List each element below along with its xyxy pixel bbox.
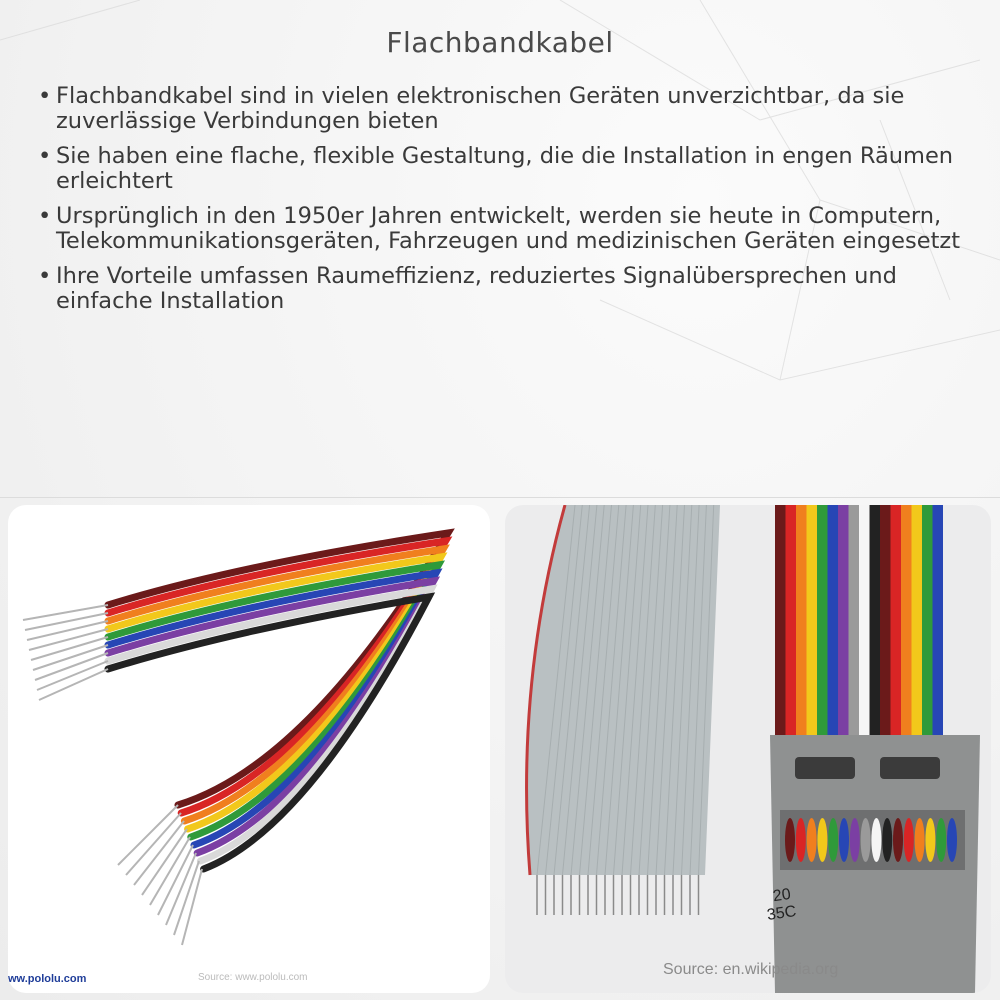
colored-strand — [807, 505, 818, 740]
bullet-list — [38, 84, 978, 324]
image-source-right: Source: en.wikipedia.org — [663, 961, 839, 978]
bullet-item — [38, 84, 978, 134]
page-title: Flachbandkabel — [386, 26, 614, 59]
pin-header — [27, 621, 108, 640]
image-source-left: Source: www.pololu.com — [198, 972, 308, 983]
colored-strand — [880, 505, 891, 740]
colored-strand — [838, 505, 849, 740]
connector-wire — [915, 818, 925, 862]
bullet-item — [38, 144, 978, 194]
colored-strand — [922, 505, 933, 740]
bullet-text: Ursprünglich in den 1950er Jahren entwickelt, werden sie heute in Computern, Telekommunikationsgeräten, Fahrzeugen und medizinischen Geräten eingesetzt — [56, 203, 961, 254]
connector-slot — [880, 757, 940, 779]
colored-strand — [828, 505, 839, 740]
connector-wire — [904, 818, 914, 862]
bullet-dot: • — [38, 263, 52, 289]
ribbon-connector-illustration — [505, 505, 991, 993]
connector-wire — [893, 818, 903, 862]
bullet-text: Ihre Vorteile umfassen Raumeffizienz, reduziertes Signalübersprechen und einfache Installation — [56, 263, 897, 314]
pin-header — [23, 605, 108, 620]
connector-wire — [947, 818, 957, 862]
rainbow-cable-illustration — [8, 505, 490, 993]
pin-header — [134, 821, 184, 885]
connector-wire — [871, 818, 881, 862]
connector-wire — [828, 818, 838, 862]
connector-slot — [795, 757, 855, 779]
connector-wire — [936, 818, 946, 862]
connector-wire — [882, 818, 892, 862]
colored-strand — [912, 505, 923, 740]
colored-strand — [870, 505, 881, 740]
rainbow-ribbon-cable-photo — [8, 505, 490, 993]
colored-strand — [796, 505, 807, 740]
colored-strand — [786, 505, 797, 740]
bullet-item — [38, 264, 978, 314]
pin-header — [25, 613, 108, 630]
ribbon-cable-connector-photo — [505, 505, 991, 993]
connector-label-line1: 20 — [771, 885, 792, 906]
bullet-text: Flachbandkabel sind in vielen elektronischen Geräten unverzichtbar, da sie zuverlässige Verbindungen bieten — [56, 83, 905, 134]
colored-strand — [849, 505, 860, 740]
colored-strand — [891, 505, 902, 740]
bullet-dot: • — [38, 203, 52, 229]
colored-strand — [817, 505, 828, 740]
colored-strand — [775, 505, 786, 740]
colored-strand — [933, 505, 944, 740]
connector-wire — [796, 818, 806, 862]
connector-label-line2: 35C — [765, 903, 798, 924]
bullet-item — [38, 204, 978, 254]
colored-strand — [859, 505, 870, 740]
connector-wire — [839, 818, 849, 862]
pololu-watermark: ww.pololu.com — [8, 973, 87, 985]
section-divider — [0, 497, 1000, 498]
colored-strand — [901, 505, 912, 740]
connector-wire — [925, 818, 935, 862]
bullet-dot: • — [38, 143, 52, 169]
bullet-text: Sie haben eine flache, flexible Gestaltung, die die Installation in engen Räumen erleichtert — [56, 143, 954, 194]
connector-wire — [861, 818, 871, 862]
connector-wire — [785, 818, 795, 862]
connector-wire — [817, 818, 827, 862]
pin-header — [142, 829, 187, 895]
connector-wire — [850, 818, 860, 862]
bullet-dot: • — [38, 83, 52, 109]
connector-wire — [807, 818, 817, 862]
pin-header — [150, 837, 190, 905]
